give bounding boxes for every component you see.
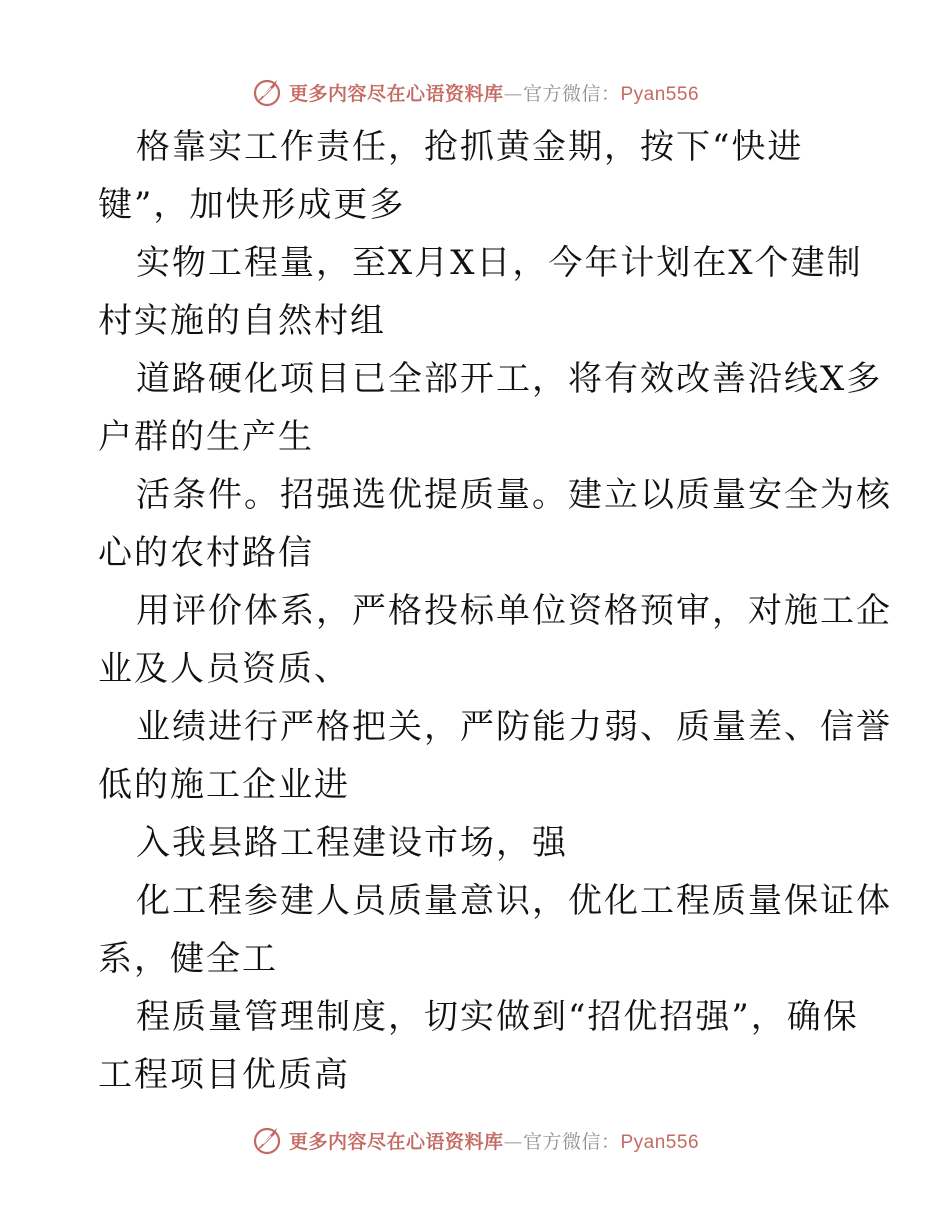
- text-line: 程质量管理制度，切实做到“招优招强”，确保: [136, 997, 859, 1037]
- watermark-brand: 更多内容尽在心语资料库: [288, 82, 504, 105]
- watermark-id: Pyan556: [620, 83, 700, 105]
- watermark-label: 官方微信：: [522, 82, 621, 105]
- text-line: 业绩进行严格把关，严防能力弱、质量差、信誉: [136, 707, 892, 747]
- header-watermark: [0, 72, 950, 112]
- watermark-text: [289, 1127, 699, 1154]
- text-line: 系，健全工: [98, 939, 278, 979]
- watermark-label: 官方微信：: [522, 1130, 621, 1153]
- footer-watermark: [0, 1120, 950, 1160]
- text-line: 实物工程量，至X月X日，今年计划在X个建制: [136, 243, 863, 283]
- text-line: 化工程参建人员质量意识，优化工程质量保证体: [136, 881, 892, 921]
- text-line: 格靠实工作责任，抢抓黄金期，按下“快进: [136, 127, 804, 167]
- watermark-separator: —: [503, 82, 523, 105]
- text-line: 村实施的自然村组: [98, 301, 386, 341]
- document-body: [98, 118, 892, 1104]
- text-line: 心的农村路信: [98, 533, 314, 573]
- watermark-brand: 更多内容尽在心语资料库: [288, 1130, 504, 1153]
- text-line: 活条件。招强选优提质量。建立以质量安全为核: [136, 475, 892, 515]
- quill-logo-icon: [251, 76, 283, 108]
- text-line: 工程项目优质高: [98, 1055, 350, 1095]
- text-line: 入我县路工程建设市场，强: [136, 823, 568, 863]
- text-line: 户群的生产生: [98, 417, 314, 457]
- text-line: 键”，加快形成更多: [98, 185, 406, 225]
- text-line: 业及人员资质、: [98, 649, 350, 689]
- text-line: 用评价体系，严格投标单位资格预审，对施工企: [136, 591, 892, 631]
- watermark-separator: —: [503, 1130, 523, 1153]
- watermark-text: [289, 79, 699, 106]
- quill-logo-icon: [251, 1124, 283, 1156]
- text-line: 低的施工企业进: [98, 765, 350, 805]
- text-line: 道路硬化项目已全部开工，将有效改善沿线X多: [136, 359, 883, 399]
- watermark-id: Pyan556: [620, 1131, 700, 1153]
